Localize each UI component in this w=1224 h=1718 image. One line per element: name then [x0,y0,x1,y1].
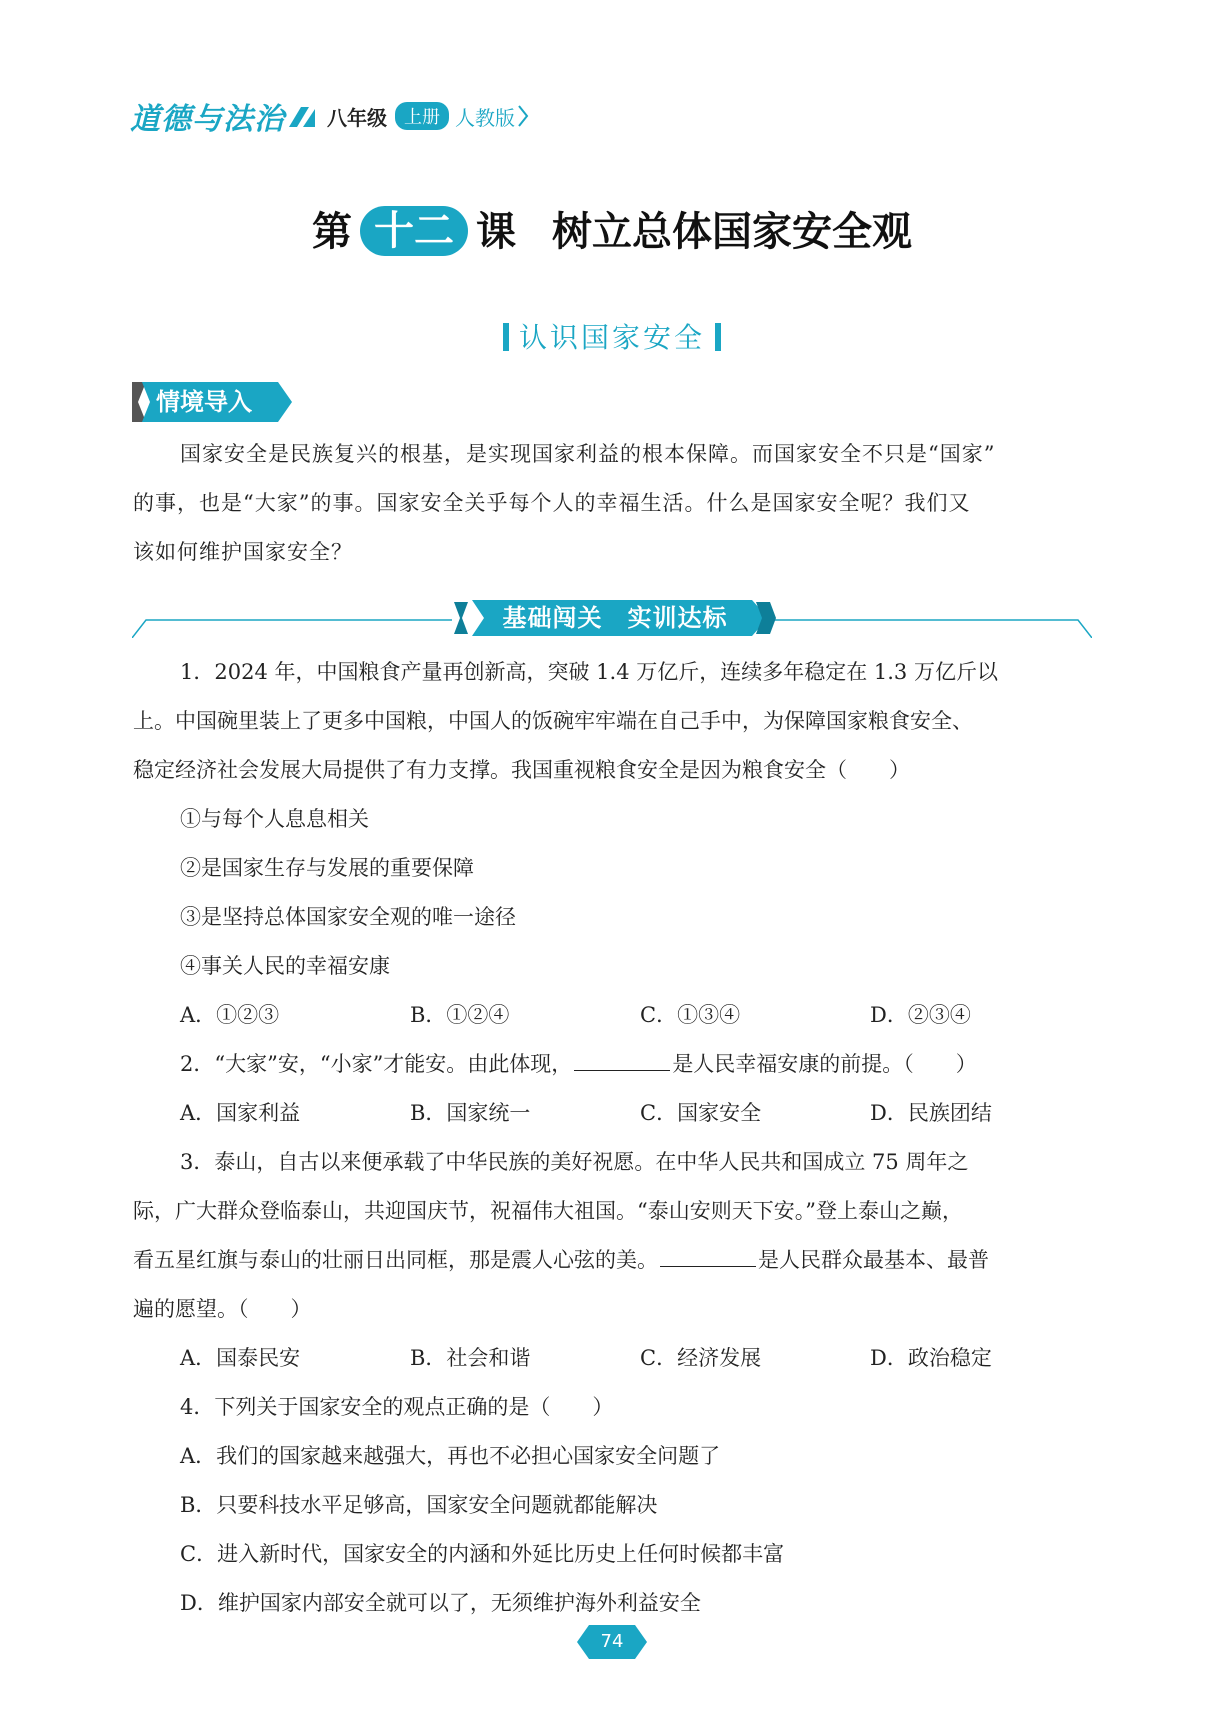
lesson-number-badge: 十二 [360,206,468,256]
q3-line-2: 际，广大群众登临泰山，共迎国庆节，祝福伟大祖国。“泰山安则天下安。”登上泰山之巅， [133,1199,963,1223]
section-bar-left [503,323,509,351]
volume-badge: 上册 [395,102,449,130]
lesson-title [0,200,1224,260]
q1-option-b[interactable]: B．①②④ [410,1003,510,1027]
q1-option-c[interactable]: C．①③④ [640,1003,741,1027]
page-number: 74 [600,1631,624,1652]
lesson-name: 树立总体国家安全观 [552,208,912,255]
q1-item-3: ③是坚持总体国家安全观的唯一途径 [180,905,516,929]
section-bar-right [715,323,721,351]
chevron-right-icon [517,104,529,128]
q1-line-1: 1．2024 年，中国粮食产量再创新高，突破 1.4 万亿斤，连续多年稳定在 1.3 万亿斤以 [180,660,998,684]
q2-blank[interactable] [574,1048,670,1071]
q3-line-4: 遍的愿望。（ ） [133,1297,312,1321]
q2-option-c[interactable]: C．国家安全 [640,1101,762,1125]
q1-option-a[interactable]: A．①②③ [180,1003,280,1027]
q1-item-2: ②是国家生存与发展的重要保障 [180,856,474,880]
q3-line-1: 3．泰山，自古以来便承载了中华民族的美好祝愿。在中华人民共和国成立 75 周年之 [180,1150,969,1174]
q1-line-3: 稳定经济社会发展大局提供了有力支撑。我国重视粮食安全是因为粮食安全（ ） [133,758,910,782]
q1-line-2: 上。中国碗里装上了更多中国粮，中国人的饭碗牢牢端在自己手中，为保障国家粮食安全、 [133,709,973,733]
q1-option-d[interactable]: D．②③④ [870,1003,971,1027]
q3-blank[interactable] [660,1244,756,1267]
q3-line-3-before: 看五星红旗与泰山的壮丽日出同框，那是震人心弦的美。 [133,1248,658,1272]
q4-option-c[interactable]: C．进入新时代，国家安全的内涵和外延比历史上任何时候都丰富 [180,1542,785,1566]
q2-option-b[interactable]: B．国家统一 [410,1101,531,1125]
section-title: 认识国家安全 [518,321,705,354]
q4-option-a[interactable]: A．我们的国家越来越强大，再也不必担心国家安全问题了 [180,1444,721,1468]
section-heading [0,316,1224,356]
q4-stem: 4．下列关于国家安全的观点正确的是（ ） [180,1395,614,1419]
scenario-line-1: 国家安全是民族复兴的根基，是实现国家利益的根本保障。而国家安全不只是“国家” [180,442,996,466]
edition-label: 人教版 [455,105,515,130]
q3-option-b[interactable]: B．社会和谐 [410,1346,531,1370]
q1-item-4: ④事关人民的幸福安康 [180,954,390,978]
q3-line-3-after: 是人民群众最基本、最普 [758,1248,989,1272]
q1-item-1: ①与每个人息息相关 [180,807,369,831]
q2-stem-before: 2．“大家”安，“小家”才能安。由此体现， [180,1052,573,1076]
q3-option-c[interactable]: C．经济发展 [640,1346,762,1370]
header [130,98,529,137]
q3-option-d[interactable]: D．政治稳定 [870,1346,992,1370]
scenario-line-2: 的事，也是“大家”的事。国家安全关乎每个人的幸福生活。什么是国家安全呢？我们又 [133,491,971,515]
q3-line-3 [133,1236,989,1285]
pen-icon [287,103,317,129]
q3-option-a[interactable]: A．国泰民安 [180,1346,301,1370]
q2-option-d[interactable]: D．民族团结 [870,1101,992,1125]
subject-title: 道德与法治 [130,102,285,137]
practice-banner-title: 基础闯关 实训达标 [502,604,728,632]
lesson-prefix: 第 [312,208,352,255]
scenario-badge-label: 情境导入 [156,388,252,416]
scenario-line-3: 该如何维护国家安全？ [133,540,353,564]
q2-option-a[interactable]: A．国家利益 [180,1101,301,1125]
q2-stem-after: 是人民幸福安康的前提。（ ） [672,1052,977,1076]
q4-option-b[interactable]: B．只要科技水平足够高，国家安全问题就都能解决 [180,1493,658,1517]
q2-stem [180,1040,977,1089]
q4-option-d[interactable]: D．维护国家内部安全就可以了，无须维护海外利益安全 [180,1591,701,1615]
grade-label: 八年级 [327,105,387,130]
lesson-suffix: 课 [476,208,516,255]
